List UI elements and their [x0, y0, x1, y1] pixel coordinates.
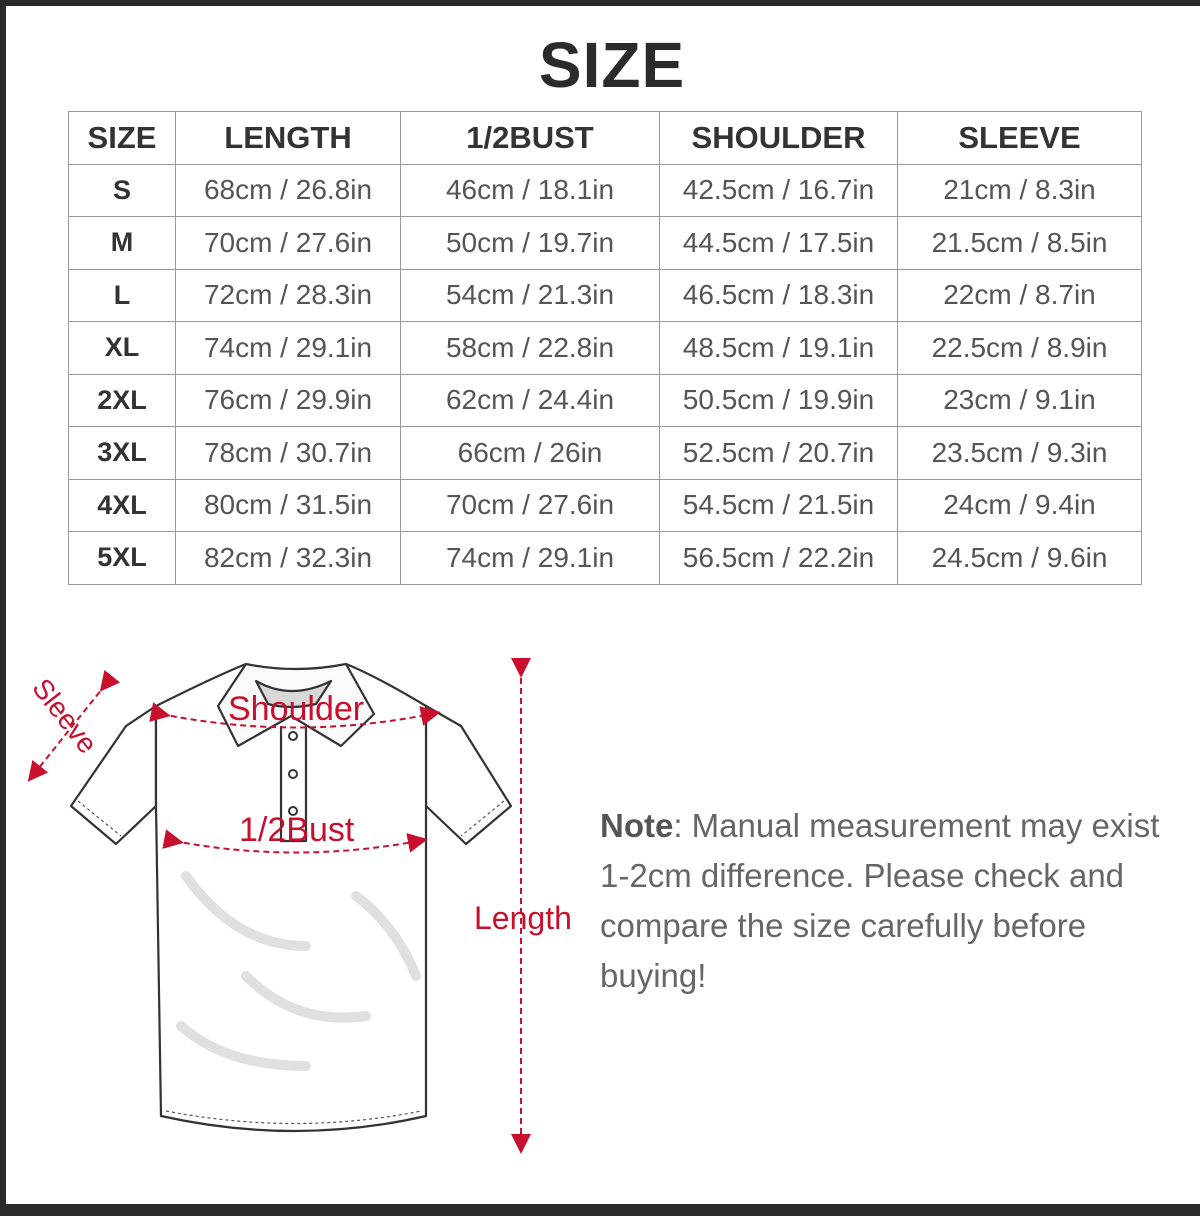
cell-size: XL — [69, 322, 176, 375]
header-shoulder: SHOULDER — [660, 112, 898, 165]
note-prefix: Note — [600, 807, 674, 844]
cell-sleeve: 21cm / 8.3in — [898, 164, 1142, 217]
cell-sleeve: 21.5cm / 8.5in — [898, 217, 1142, 270]
cell-sleeve: 24.5cm / 9.6in — [898, 532, 1142, 585]
cell-shoulder: 48.5cm / 19.1in — [660, 322, 898, 375]
header-size: SIZE — [69, 112, 176, 165]
cell-length: 72cm / 28.3in — [176, 269, 401, 322]
cell-shoulder: 56.5cm / 22.2in — [660, 532, 898, 585]
table-row — [69, 479, 1142, 532]
table-header-row — [69, 112, 1142, 165]
cell-length: 74cm / 29.1in — [176, 322, 401, 375]
cell-sleeve: 24cm / 9.4in — [898, 479, 1142, 532]
header-length: LENGTH — [176, 112, 401, 165]
cell-length: 82cm / 32.3in — [176, 532, 401, 585]
cell-size: L — [69, 269, 176, 322]
note-text: : Manual measurement may exist 1-2cm difference. Please check and compare the size carefully before buying! — [600, 807, 1160, 994]
cell-half-bust: 46cm / 18.1in — [401, 164, 660, 217]
cell-length: 76cm / 29.9in — [176, 374, 401, 427]
size-chart-card — [6, 6, 1200, 1204]
cell-half-bust: 70cm / 27.6in — [401, 479, 660, 532]
cell-half-bust: 74cm / 29.1in — [401, 532, 660, 585]
cell-size: S — [69, 164, 176, 217]
table-row — [69, 374, 1142, 427]
cell-half-bust: 58cm / 22.8in — [401, 322, 660, 375]
cell-sleeve: 23cm / 9.1in — [898, 374, 1142, 427]
cell-length: 78cm / 30.7in — [176, 427, 401, 480]
cell-size: 2XL — [69, 374, 176, 427]
cell-half-bust: 50cm / 19.7in — [401, 217, 660, 270]
cell-sleeve: 22.5cm / 8.9in — [898, 322, 1142, 375]
shoulder-label: Shoulder — [228, 690, 365, 728]
measurement-note — [600, 801, 1160, 1001]
page-title: SIZE — [538, 29, 686, 101]
polo-shirt-diagram — [6, 646, 606, 1166]
header-half-bust: 1/2BUST — [401, 112, 660, 165]
cell-half-bust: 66cm / 26in — [401, 427, 660, 480]
table-row — [69, 427, 1142, 480]
table-row — [69, 532, 1142, 585]
sleeve-label: Sleeve — [26, 672, 104, 760]
cell-length: 80cm / 31.5in — [176, 479, 401, 532]
length-label: Length — [474, 900, 572, 936]
half-bust-label: 1/2Bust — [239, 811, 355, 849]
cell-shoulder: 46.5cm / 18.3in — [660, 269, 898, 322]
cell-size: M — [69, 217, 176, 270]
table-row — [69, 217, 1142, 270]
cell-half-bust: 54cm / 21.3in — [401, 269, 660, 322]
header-sleeve: SLEEVE — [898, 112, 1142, 165]
cell-shoulder: 50.5cm / 19.9in — [660, 374, 898, 427]
cell-shoulder: 54.5cm / 21.5in — [660, 479, 898, 532]
cell-sleeve: 22cm / 8.7in — [898, 269, 1142, 322]
cell-shoulder: 42.5cm / 16.7in — [660, 164, 898, 217]
cell-half-bust: 62cm / 24.4in — [401, 374, 660, 427]
cell-size: 4XL — [69, 479, 176, 532]
cell-shoulder: 52.5cm / 20.7in — [660, 427, 898, 480]
table-row — [69, 269, 1142, 322]
cell-shoulder: 44.5cm / 17.5in — [660, 217, 898, 270]
cell-length: 68cm / 26.8in — [176, 164, 401, 217]
size-table — [68, 111, 1142, 585]
table-row — [69, 164, 1142, 217]
table-row — [69, 322, 1142, 375]
cell-size: 3XL — [69, 427, 176, 480]
cell-sleeve: 23.5cm / 9.3in — [898, 427, 1142, 480]
cell-length: 70cm / 27.6in — [176, 217, 401, 270]
cell-size: 5XL — [69, 532, 176, 585]
